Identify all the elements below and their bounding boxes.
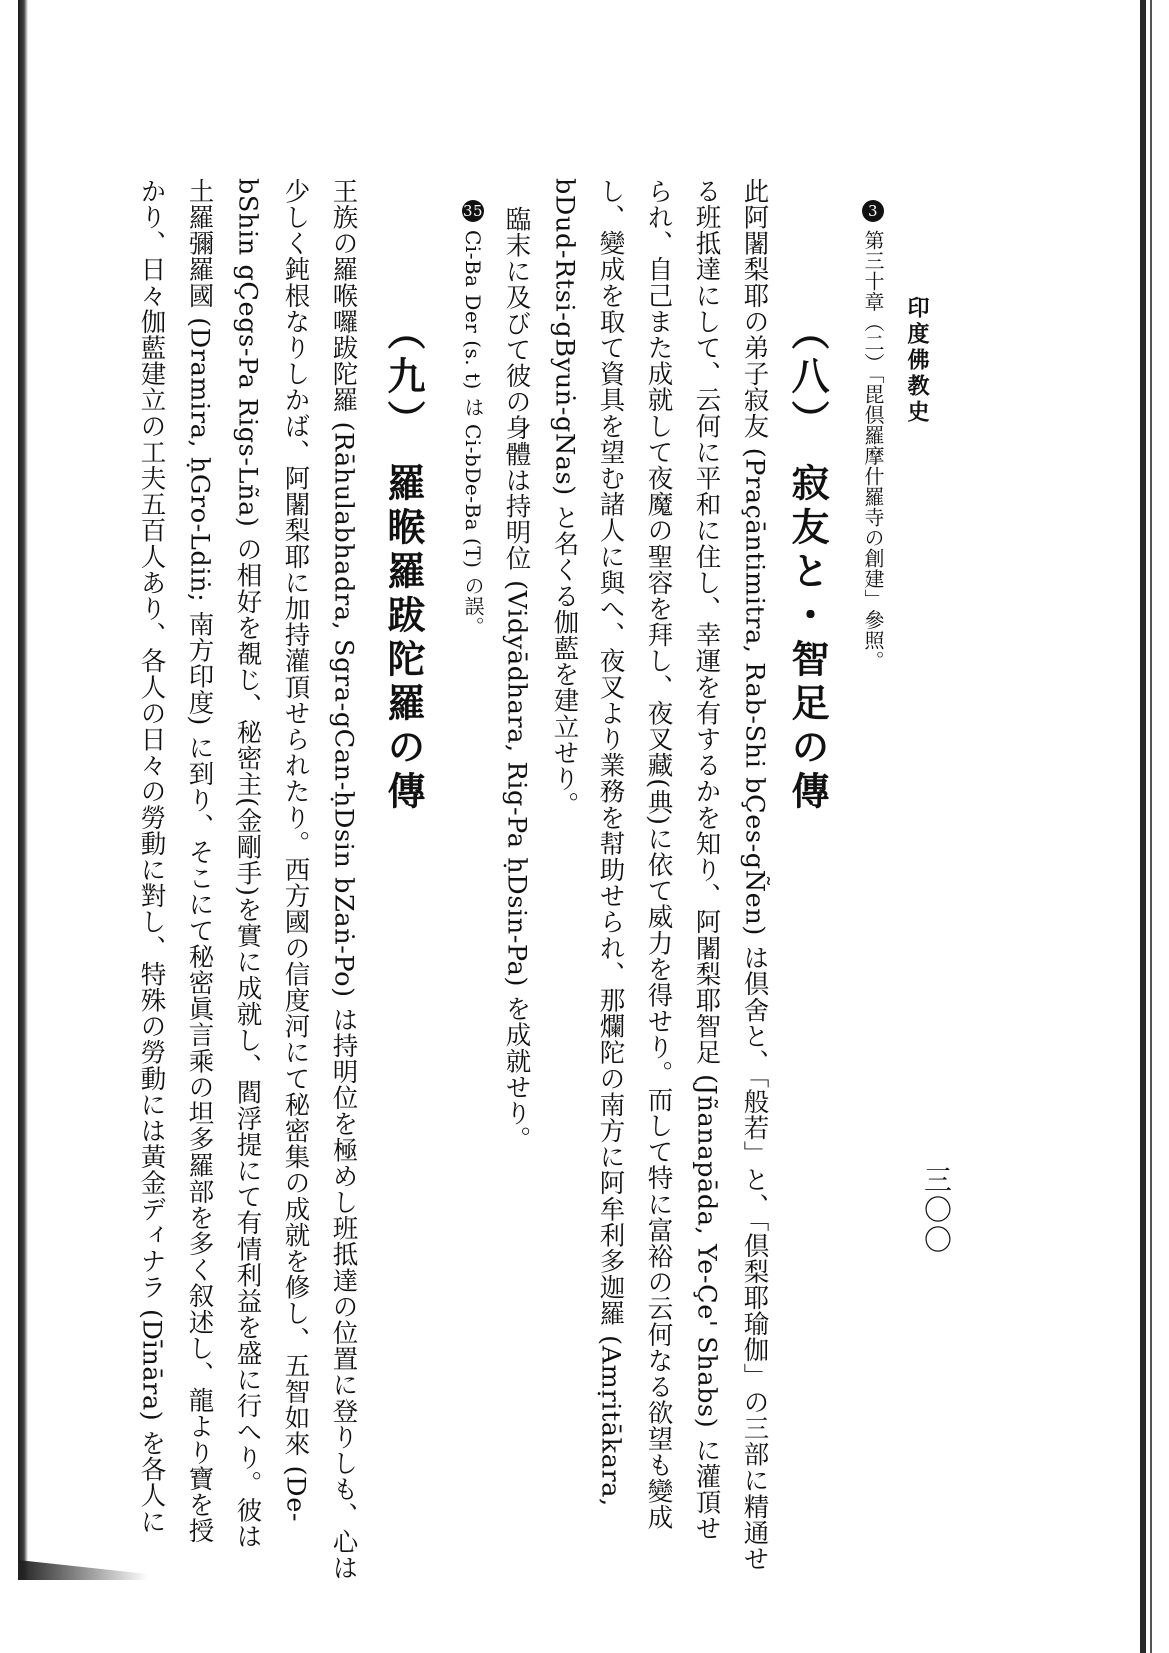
text-line: 此阿闍梨耶の弟子寂友 (Praçāntimitra, Rab-Shi bÇes-gÑen) は倶舍と、「般若」と、「倶梨耶瑜伽」の三部に精通せ <box>739 178 770 1572</box>
scan-edge-left <box>18 0 28 1580</box>
text-line: bDud-Rtsi-gByuṅ-gNas) と名くる伽藍を建立せり。 <box>549 178 580 818</box>
text-line: bShin gÇegs-Pa Rigs-Lña) の相好を覩じ、秘密主(金剛手)を實に成就し、閻浮提にて有情利益を盛に行へり。彼は <box>232 178 263 1550</box>
footnote-reference-1 <box>862 200 884 671</box>
text-line: 少しく鈍根なりしかば、阿闍梨耶に加持灌頂せられたり。西方國の信度河にて秘密集の成就を修し、五智如來 (De- <box>280 178 311 1523</box>
section-heading: （九） 羅睺羅跋陀羅の傳 <box>381 312 426 816</box>
text-line: 王族の羅喉囉跋陀羅 (Rāhulabhadra, Sgra-gCan-ḥDsin bZaṅ-Po) は持明位を極めし班抵達の位置に登りしも、心は <box>328 178 359 1581</box>
page-number: 三〇〇 <box>920 1165 953 1255</box>
footnote-text: 第三十章（二）「毘倶羅摩什羅寺の創建」參照。 <box>861 230 885 671</box>
running-head: 印度佛教史 <box>904 296 930 426</box>
scan-edge-left-foot <box>18 1560 148 1580</box>
text-line: し、變成を取て資具を望む諸人に與へ、夜叉より業務を幇助せられ、那爛陀の南方に阿牟利多迦羅 (Amṛitākara, <box>595 178 626 1507</box>
scan-edge-right <box>1140 0 1146 1653</box>
scan-edge-right-thin <box>1150 0 1152 1653</box>
text-line: られ、自己また成就して夜魔の聖容を拜し、夜叉藏(典)に依て威力を得せり。而して特に富裕の云何なる欲望も變成 <box>643 178 674 1531</box>
footnote-reference-2 <box>462 200 484 637</box>
text-line: る班抵達にして、云何に平和に住し、幸運を有するかを知り、阿闍梨耶智足 (Jñanapāda, Ye-Çe' Shabs) に灌頂せ <box>691 178 722 1542</box>
text-line: 臨末に及びて彼の身體は持明位 (Vidyādhara, Rig-Pa ḥDsin-Pa) を成就せり。 <box>501 206 532 1153</box>
footnote-marker: 35 <box>462 202 484 220</box>
section-heading: （八） 寂友と・智足の傳 <box>785 312 830 816</box>
text-line: 土羅彌羅國 (Dramira, ḥGro-Ldiṅ; 南方印度) に到り、そこにて秘密眞言乘の坦多羅部を多く叙述し、龍より寶を授 <box>184 178 215 1544</box>
text-line: かり、日々伽藍建立の工夫五百人あり、各人の日々の勞動に對し、特殊の勞動には黃金ディナラ (Dīnāra) を各人に <box>136 178 167 1535</box>
footnote-marker: 3 <box>862 200 884 222</box>
footnote-text: Ci-Ba Der (s. t) は Ci-bDe-Ba (T) の誤。 <box>461 230 485 637</box>
